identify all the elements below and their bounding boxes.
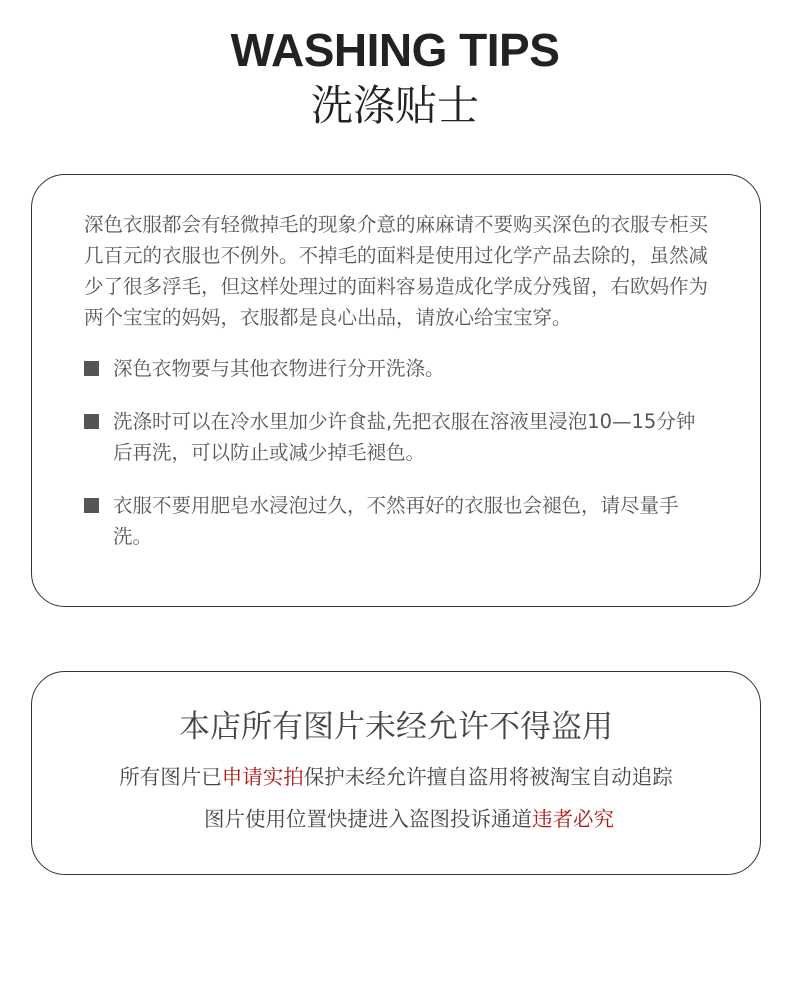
tip-text: 洗涤时可以在冷水里加少许食盐,先把衣服在溶液里浸泡10—15分钟后再洗，可以防止或减少掉毛褪色。 <box>113 410 696 464</box>
washing-tips-card <box>31 174 761 607</box>
tip-text: 深色衣物要与其他衣物进行分开洗涤。 <box>113 357 445 380</box>
notice-text: 所有图片已 <box>119 765 222 789</box>
notice-line-1 <box>32 762 760 792</box>
intro-paragraph: 深色衣服都会有轻微掉毛的现象介意的麻麻请不要购买深色的衣服专柜买几百元的衣服也不例外。不掉毛的面料是使用过化学产品去除的，虽然减少了很多浮毛，但这样处理过的面料容易造成化学成分残留，右欧妈作为两个宝宝的妈妈，衣服都是良心出品，请放心给宝宝穿。 <box>84 213 709 329</box>
notice-line-2 <box>32 804 760 834</box>
square-bullet-icon <box>84 361 99 376</box>
square-bullet-icon <box>84 498 99 513</box>
square-bullet-icon <box>84 414 99 429</box>
tip-text: 衣服不要用肥皂水浸泡过久，不然再好的衣服也会褪色，请尽量手洗。 <box>113 494 679 548</box>
page-header <box>0 24 790 134</box>
tips-list <box>84 353 712 552</box>
tip-item <box>84 406 712 468</box>
title-english: WASHING TIPS <box>230 24 560 76</box>
tip-item <box>84 490 712 552</box>
tip-item <box>84 353 712 384</box>
copyright-notice-card <box>31 671 761 875</box>
title-chinese: 洗涤贴士 <box>310 81 479 130</box>
notice-text: 保护未经允许擅自盗用将被淘宝自动追踪 <box>303 765 673 789</box>
notice-highlight: 申请实拍 <box>221 765 304 789</box>
notice-title: 本店所有图片未经允许不得盗用 <box>179 709 613 745</box>
notice-text: 图片使用位置快捷进入盗图投诉通道 <box>204 807 532 831</box>
notice-highlight: 违者必究 <box>532 807 614 831</box>
